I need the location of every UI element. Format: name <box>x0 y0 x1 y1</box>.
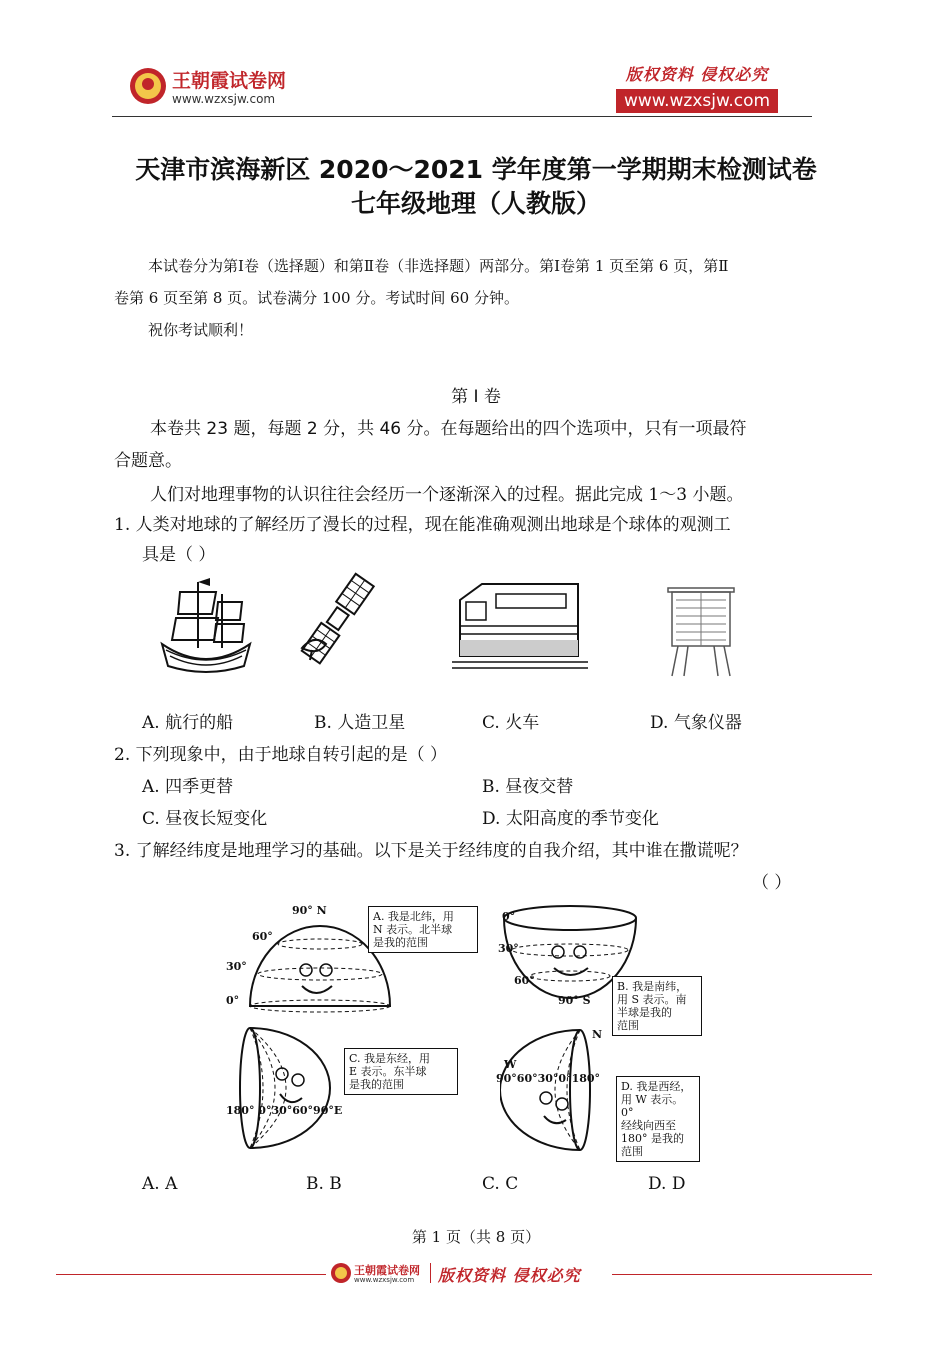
q1-option-c[interactable]: C. 火车 <box>482 713 540 733</box>
fig-b-deg-30: 30° <box>498 942 519 955</box>
fig-b-text-1: B. 我是南纬， <box>617 980 688 993</box>
footer-line-right <box>612 1274 872 1275</box>
footer-logo-url: www.wzxsjw.com <box>354 1276 415 1284</box>
section-desc-2: 合题意。 <box>114 451 182 471</box>
header-logo <box>128 64 298 112</box>
fig-a-text-3: 是我的范围 <box>373 936 428 949</box>
intro-line-1: 本试卷分为第Ⅰ卷（选择题）和第Ⅱ卷（非选择题）两部分。第Ⅰ卷第 1 页至第 6 页，第Ⅱ <box>148 257 729 275</box>
fig-c-text-3: 是我的范围 <box>349 1078 404 1091</box>
header-logo-name: 王朝霞试卷网 <box>172 70 287 92</box>
footer-seal-icon <box>330 1262 352 1284</box>
q3-option-d[interactable]: D. D <box>648 1174 686 1194</box>
page-number: 第 1 页（共 8 页） <box>411 1228 541 1246</box>
fig-d-deg-n: N <box>592 1028 603 1041</box>
q1-stem-1: 1. 人类对地球的了解经历了漫长的过程，现在能准确观测出地球是个球体的观测工 <box>114 515 731 535</box>
fig-a-deg-60: 60° <box>252 930 273 943</box>
fig-d-deg: 90°60°30°0°180° <box>496 1072 601 1085</box>
western-hemisphere-globe-image <box>500 1024 620 1154</box>
fig-c-deg: 180° 0°30°60°90°E <box>226 1104 343 1117</box>
fig-d-text-1: D. 我是西经， <box>621 1080 692 1093</box>
fig-d-text-3: 经线向西至 <box>621 1119 676 1132</box>
footer-copyright: 版权资料 侵权必究 <box>438 1266 581 1285</box>
lead-text: 人们对地理事物的认识往往会经历一个逐渐深入的过程。据此完成 1～3 小题。 <box>150 485 744 505</box>
q3-option-b[interactable]: B. B <box>306 1174 342 1194</box>
fig-b-callout <box>612 976 702 1036</box>
q1-option-b[interactable]: B. 人造卫星 <box>314 713 406 733</box>
satellite-image <box>296 570 380 670</box>
exam-title: 天津市滨海新区 2020～2021 学年度第一学期期末检测试卷 <box>135 155 817 184</box>
fig-b-deg-90s: 90° S <box>558 994 591 1007</box>
intro-line-2: 卷第 6 页至第 8 页。试卷满分 100 分。考试时间 60 分钟。 <box>114 289 519 307</box>
header-divider <box>112 116 812 117</box>
fig-d-callout <box>616 1076 700 1162</box>
fig-a-deg-90n: 90° N <box>292 904 327 917</box>
section-desc-1: 本卷共 23 题，每题 2 分，共 46 分。在每题给出的四个选项中，只有一项最符 <box>150 419 747 439</box>
fig-a-callout <box>368 906 478 953</box>
fig-b-deg-60: 60° <box>514 974 535 987</box>
header-logo-url: www.wzxsjw.com <box>172 92 276 106</box>
q3-stem: 3. 了解经纬度是地理学习的基础。以下是关于经纬度的自我介绍，其中谁在撒谎呢？ <box>114 841 748 861</box>
q3-lat-lon-figure <box>220 896 710 1158</box>
fig-d-deg-w: W <box>504 1058 517 1071</box>
exam-subtitle: 七年级地理（人教版） <box>350 189 601 218</box>
fig-a-text-2: N 表示。北半球 <box>373 923 453 936</box>
footer-logo-name: 王朝霞试卷网 <box>354 1264 420 1277</box>
q3-option-a[interactable]: A. A <box>142 1174 178 1194</box>
fig-a-deg-30: 30° <box>226 960 247 973</box>
fig-c-text-2: E 表示。东半球 <box>349 1065 427 1078</box>
q2-option-a[interactable]: A. 四季更替 <box>142 777 234 797</box>
q2-option-d[interactable]: D. 太阳高度的季节变化 <box>482 809 659 829</box>
q2-option-c[interactable]: C. 昼夜长短变化 <box>142 809 268 829</box>
fig-d-text-2: 用 W 表示。0° <box>621 1093 684 1119</box>
weather-instrument-shelter-image <box>664 584 738 678</box>
q1-option-a[interactable]: A. 航行的船 <box>142 713 234 733</box>
fig-d-text-5: 范围 <box>621 1145 643 1158</box>
q1-option-d[interactable]: D. 气象仪器 <box>650 713 742 733</box>
train-image <box>452 578 588 672</box>
q2-stem: 2. 下列现象中，由于地球自转引起的是（ ） <box>114 745 448 765</box>
fig-b-text-4: 范围 <box>617 1019 639 1032</box>
logo-seal-icon <box>128 66 168 106</box>
fig-c-callout <box>344 1048 458 1095</box>
q2-option-b[interactable]: B. 昼夜交替 <box>482 777 574 797</box>
fig-b-deg-0: 0° <box>502 910 516 923</box>
section-heading: 第 Ⅰ 卷 <box>451 387 501 407</box>
header-copyright-block <box>606 62 788 113</box>
intro-wish: 祝你考试顺利！ <box>148 321 254 339</box>
fig-a-deg-0: 0° <box>226 994 240 1007</box>
footer-line-left <box>56 1274 326 1275</box>
fig-b-text-2: 用 S 表示。南 <box>617 993 687 1006</box>
fig-c-text-1: C. 我是东经，用 <box>349 1052 431 1065</box>
header-copyright: 版权资料 侵权必究 <box>625 65 769 84</box>
fig-b-text-3: 半球是我的 <box>617 1006 672 1019</box>
fig-d-text-4: 180° 是我的 <box>621 1132 684 1145</box>
eastern-hemisphere-globe-image <box>236 1024 346 1152</box>
sailing-ship-image <box>158 574 254 676</box>
q1-stem-2: 具是（ ） <box>142 545 216 565</box>
fig-a-text-1: A. 我是北纬，用 <box>373 910 454 923</box>
q3-option-c[interactable]: C. C <box>482 1174 519 1194</box>
footer-separator <box>430 1263 431 1283</box>
q3-answer-paren: （ ） <box>752 873 792 893</box>
header-url-box: www.wzxsjw.com <box>616 89 778 113</box>
